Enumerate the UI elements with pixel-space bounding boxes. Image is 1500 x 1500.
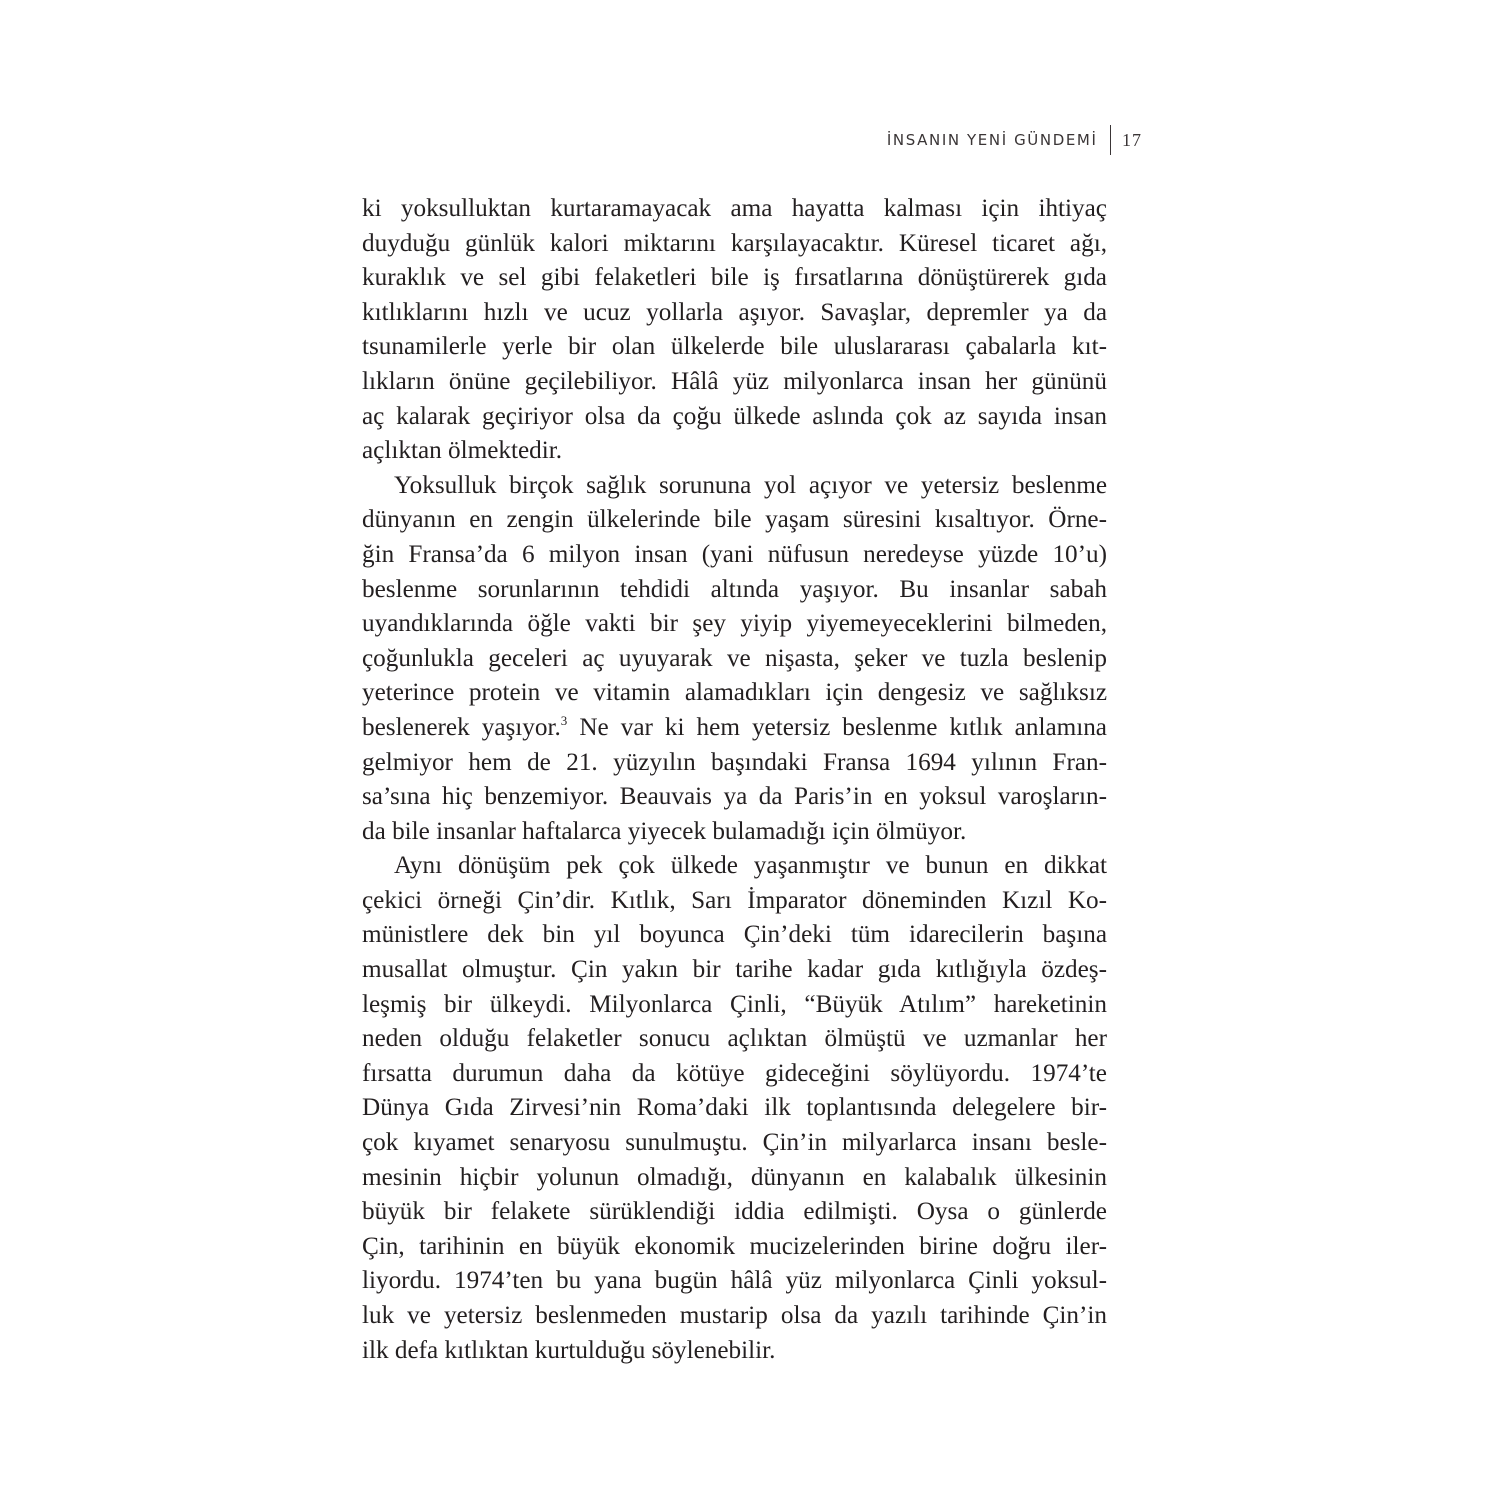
- text-fragment: beslenerek yaşıyor.: [362, 713, 561, 741]
- text-line: gelmiyor hem de 21. yüzyılın başındaki Fransa 1694 yılının Fran-: [362, 748, 1107, 776]
- text-line: ğin Fransa’da 6 milyon insan (yani nüfusun neredeyse yüzde 10’u): [362, 540, 1107, 568]
- text-line: beslenme sorunlarının tehdidi altında yaşıyor. Bu insanlar sabah: [362, 575, 1107, 603]
- text-fragment: Ne var ki hem yetersiz beslenme kıtlık anlamına: [567, 713, 1107, 741]
- text-line: neden olduğu felaketler sonucu açlıktan ölmüştü ve uzmanlar her: [362, 1025, 1107, 1053]
- text-line: kıtlıklarını hızlı ve ucuz yollarla aşıyor. Savaşlar, depremler ya da: [362, 298, 1107, 326]
- paragraph-1: [362, 192, 1107, 469]
- text-line: lıkların önüne geçilebiliyor. Hâlâ yüz milyonlarca insan her gününü: [362, 367, 1107, 395]
- footnote-mark[interactable]: 3: [560, 712, 568, 728]
- text-line: liyordu. 1974’ten bu yana bugün hâlâ yüz milyonlarca Çinli yoksul-: [362, 1267, 1107, 1295]
- text-line: da bile insanlar haftalarca yiyecek bulamadığı için ölmüyor.: [362, 817, 967, 845]
- text-line: çekici örneği Çin’dir. Kıtlık, Sarı İmparator döneminden Kızıl Ko-: [362, 886, 1107, 914]
- text-line: büyük bir felakete sürüklendiği iddia edilmişti. Oysa o günlerde: [362, 1198, 1107, 1226]
- running-title: İNSANIN YENİ GÜNDEMİ: [886, 131, 1098, 149]
- text-line: musallat olmuştur. Çin yakın bir tarihe kadar gıda kıtlığıyla özdeş-: [362, 956, 1107, 984]
- text-line: Yoksulluk birçok sağlık sorununa yol açıyor ve yetersiz beslenme: [394, 471, 1107, 499]
- paragraph-3: [362, 849, 1107, 1368]
- body-text: [362, 192, 1107, 1368]
- text-line: çok kıyamet senaryosu sunulmuştu. Çin’in milyarlarca insanı besle-: [362, 1129, 1107, 1157]
- text-line: leşmiş bir ülkeydi. Milyonlarca Çinli, “Büyük Atılım” hareketinin: [362, 990, 1107, 1018]
- page-number: 17: [1122, 129, 1142, 150]
- text-line: kuraklık ve sel gibi felaketleri bile iş fırsatlarına dönüştürerek gıda: [362, 264, 1107, 292]
- text-line: luk ve yetersiz beslenmeden mustarip olsa da yazılı tarihinde Çin’in: [362, 1302, 1107, 1329]
- text-line: açlıktan ölmektedir.: [362, 437, 563, 465]
- text-line: duyduğu günlük kalori miktarını karşılayacaktır. Küresel ticaret ağı,: [362, 229, 1107, 257]
- text-line: münistlere dek bin yıl boyunca Çin’deki tüm idarecilerin başına: [362, 921, 1107, 949]
- paragraph-2: [362, 469, 1107, 850]
- text-line-with-footnote: [362, 711, 1107, 746]
- text-line: ki yoksulluktan kurtaramayacak ama hayatta kalması için ihtiyaç: [362, 195, 1107, 222]
- text-line: aç kalarak geçiriyor olsa da çoğu ülkede aslında çok az sayıda insan: [362, 402, 1107, 430]
- text-line: uyandıklarında öğle vakti bir şey yiyip yiyemeyeceklerini bilmeden,: [362, 610, 1107, 638]
- text-line: tsunamilerle yerle bir olan ülkelerde bile uluslararası çabalarla kıt-: [362, 333, 1107, 361]
- text-line: ilk defa kıtlıktan kurtulduğu söylenebilir.: [362, 1336, 776, 1364]
- text-line: dünyanın en zengin ülkelerinde bile yaşam süresini kısaltıyor. Örne-: [362, 506, 1107, 534]
- text-line: yeterince protein ve vitamin alamadıkları için dengesiz ve sağlıksız: [362, 679, 1107, 707]
- text-line: sa’sına hiç benzemiyor. Beauvais ya da Paris’in en yoksul varoşların-: [362, 783, 1107, 811]
- running-header: [887, 126, 1142, 154]
- header-divider: [1110, 125, 1112, 155]
- text-line: fırsatta durumun daha da kötüye gideceğini söylüyordu. 1974’te: [362, 1059, 1107, 1087]
- text-line: Aynı dönüşüm pek çok ülkede yaşanmıştır ve bunun en dikkat: [394, 852, 1107, 880]
- text-line: Dünya Gıda Zirvesi’nin Roma’daki ilk toplantısında delegelere bir-: [362, 1094, 1107, 1122]
- text-line: mesinin hiçbir yolunun olmadığı, dünyanın en kalabalık ülkesinin: [362, 1163, 1107, 1191]
- text-line: Çin, tarihinin en büyük ekonomik mucizelerinden birine doğru iler-: [362, 1232, 1107, 1260]
- text-line: çoğunlukla geceleri aç uyuyarak ve nişasta, şeker ve tuzla beslenip: [362, 644, 1107, 672]
